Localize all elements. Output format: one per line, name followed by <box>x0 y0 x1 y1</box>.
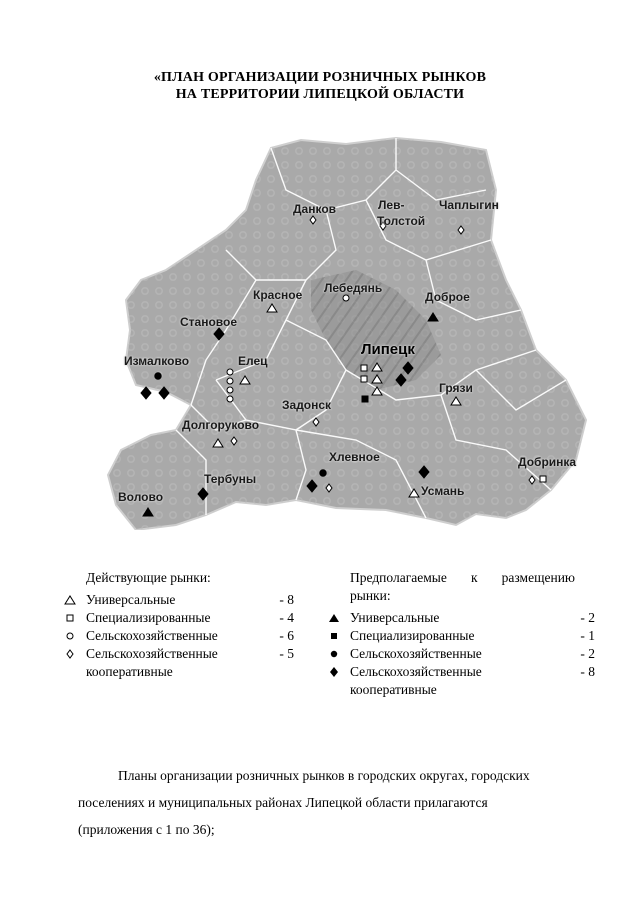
legend-row <box>350 663 595 699</box>
square-filled-icon <box>362 396 368 402</box>
place-label: Данков <box>293 202 337 216</box>
legend-label: Сельскохозяйственные <box>350 646 482 661</box>
place-label: Чаплыгин <box>439 198 499 212</box>
square-outline-icon <box>64 612 76 624</box>
place-label: Тербуны <box>204 472 257 486</box>
circle-filled-icon <box>155 373 161 379</box>
body-paragraph-line-1: Планы организации розничных рынков в городских округах, городских <box>118 768 530 783</box>
region-map <box>96 130 596 530</box>
document-title <box>0 69 640 103</box>
circle-filled-icon <box>328 648 340 660</box>
place-label: Усмань <box>421 484 465 498</box>
place-label: Толстой <box>377 214 426 228</box>
circle-outline-icon <box>227 369 233 375</box>
legend-label: Универсальные <box>350 610 440 625</box>
place-label: Измалково <box>124 354 190 368</box>
square-outline-icon <box>361 365 367 371</box>
legend-planned <box>350 569 595 699</box>
legend-count: - 2 <box>580 646 595 661</box>
place-label: Становое <box>180 315 238 329</box>
triangle-filled-icon <box>328 612 340 624</box>
body-paragraph-line-2: поселениях и муниципальных районах Липецкой области прилагаются <box>78 795 488 810</box>
place-label: Лев- <box>378 198 405 212</box>
legend-row <box>86 591 294 609</box>
diamond-filled-icon <box>328 666 340 678</box>
legend-label: Специализированные <box>86 610 211 625</box>
circle-outline-icon <box>227 387 233 393</box>
legend-row <box>86 609 294 627</box>
place-label: Добринка <box>518 455 577 469</box>
legend-label: Сельскохозяйственные кооперативные <box>86 646 218 679</box>
place-label: Лебедянь <box>324 281 383 295</box>
place-label: Красное <box>253 288 303 302</box>
legend-row <box>86 645 294 681</box>
legend-count: - 5 <box>279 646 294 661</box>
region-map-drawing <box>96 130 596 530</box>
place-label: Задонск <box>282 398 332 412</box>
legend-count: - 1 <box>580 628 595 643</box>
region-outline <box>108 138 586 530</box>
body-paragraph-line-3: (приложения с 1 по 36); <box>78 822 215 837</box>
legend-count: - 2 <box>580 610 595 625</box>
diamond-outline-icon <box>64 648 76 660</box>
legend-label: Сельскохозяйственные кооперативные <box>350 664 482 697</box>
circle-filled-icon <box>320 470 326 476</box>
place-label: Доброе <box>425 290 470 304</box>
square-outline-icon <box>361 376 367 382</box>
triangle-outline-icon <box>64 594 76 606</box>
legend-count: - 6 <box>279 628 294 643</box>
legend-label: Специализированные <box>350 628 475 643</box>
legend-planned-heading: Предполагаемые к размещению рынки: <box>350 570 575 603</box>
legend-count: - 4 <box>279 610 294 625</box>
legend-count: - 8 <box>279 592 294 607</box>
circle-outline-icon <box>64 630 76 642</box>
legend-row <box>86 627 294 645</box>
legend-row <box>350 609 595 627</box>
square-outline-icon <box>540 476 546 482</box>
legend-label: Сельскохозяйственные <box>86 628 218 643</box>
circle-outline-icon <box>227 396 233 402</box>
place-label: Хлевное <box>329 450 380 464</box>
place-label: Долгоруково <box>182 418 260 432</box>
title-line-2: НА ТЕРРИТОРИИ ЛИПЕЦКОЙ ОБЛАСТИ <box>175 87 465 102</box>
place-label: Волово <box>118 490 164 504</box>
circle-outline-icon <box>343 295 349 301</box>
title-line-1: «ПЛАН ОРГАНИЗАЦИИ РОЗНИЧНЫХ РЫНКОВ <box>153 70 487 85</box>
circle-outline-icon <box>227 378 233 384</box>
legend-label: Универсальные <box>86 592 176 607</box>
square-filled-icon <box>328 630 340 642</box>
place-label: Липецк <box>361 341 415 358</box>
legend-existing-heading: Действующие рынки: <box>86 570 211 585</box>
place-label: Грязи <box>439 381 473 395</box>
legend-count: - 8 <box>580 664 595 679</box>
legend-existing <box>86 569 294 681</box>
legend-row <box>350 627 595 645</box>
legend-row <box>350 645 595 663</box>
place-label: Елец <box>238 354 268 368</box>
